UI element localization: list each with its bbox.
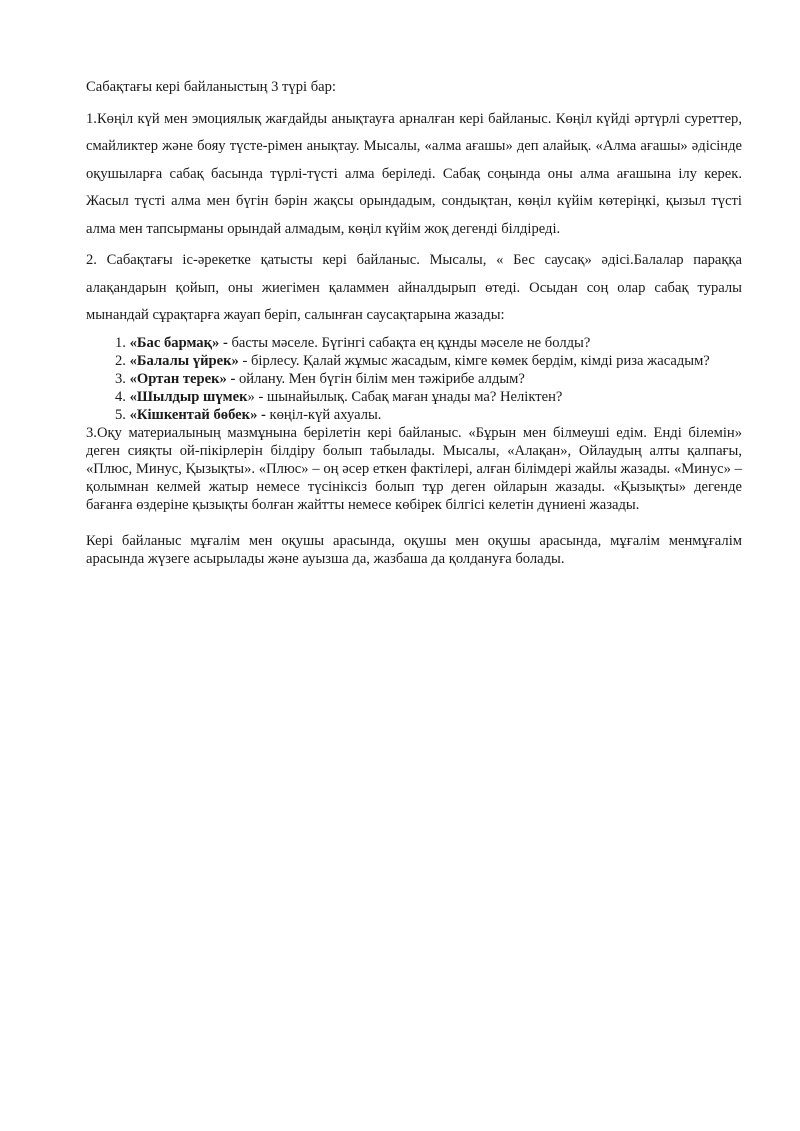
- list-item-term: «Шылдыр шүмек: [125, 388, 248, 405]
- list-item: [115, 388, 742, 406]
- five-fingers-list: [86, 334, 742, 424]
- list-item: [115, 334, 742, 352]
- list-item-description: көңіл-күй ахуалы.: [265, 406, 382, 423]
- paragraph-content-feedback: 3.Оқу материалының мазмұнына берілетін кері байланыс. «Бұрын мен білмеуші едім. Енді білемін» деген сияқты ой-пікірлерін білдіру болып табылады. Мысалы, «Алақан», Ойлаудың алты қалпағы, «Плюс, Минус, Қызықты». «Плюс» – оң әсер еткен фактілері, алған білімдері жайлы жазады. «Минус» – қолымнан келмей жатыр немесе түсініксіз болып тұр деген ойларын жазады. «Қызықты» дегенде бағанға өздеріне қызықты болған жайтты немесе көбірек білгісі келетін дүниені жазады.: [86, 424, 742, 513]
- document-page: [86, 74, 742, 568]
- document-title: Сабақтағы кері байланыстың 3 түрі бар:: [86, 79, 336, 95]
- list-item: [115, 406, 742, 424]
- list-item-description: басты мәселе. Бүгінгі сабақта ең құнды мәселе не болды?: [227, 334, 591, 351]
- list-item-number: 4.: [115, 388, 126, 405]
- list-item-description: ойлану. Мен бүгін білім мен тәжірибе алдым?: [235, 370, 525, 387]
- paragraph-summary: Кері байланыс мұғалім мен оқушы арасында, оқушы мен оқушы арасында, мұғалім менмұғалім арасында жүзеге асырылады және ауызша да, жазбаша да қолдануға болады.: [86, 532, 742, 567]
- list-item-term: «Кішкентай бөбек» -: [125, 406, 266, 423]
- paragraph-activity-feedback: 2. Сабақтағы іс-әрекетке қатысты кері байланыс. Мысалы, « Бес саусақ» әдісі.Балалар параққа алақандарын қойып, оны жиегімен қаламмен айналдырып өтеді. Осыдан соң олар сабақ туралы мынандай сұрақтарға жауап беріп, салынған саусақтарына жазады:: [86, 252, 742, 323]
- list-item-number: 5.: [115, 406, 126, 423]
- list-item-term: «Бас бармақ» -: [125, 334, 228, 351]
- list-item: [115, 352, 742, 370]
- list-item-number: 2.: [115, 352, 126, 369]
- list-item-number: 1.: [115, 334, 126, 351]
- list-item-description: - бірлесу. Қалай жұмыс жасадым, кімге көмек бердім, кімді риза жасадым?: [238, 352, 710, 369]
- list-item-description: » - шынайылық. Сабақ маған ұнады ма? Неліктен?: [247, 388, 563, 405]
- list-item-term: «Балалы үйрек»: [125, 352, 239, 369]
- list-item-term: «Ортан терек» -: [125, 370, 236, 387]
- paragraph-emotional-feedback: 1.Көңіл күй мен эмоциялық жағдайды анықтауға арналған кері байланыс. Көңіл күйді әртүрлі суреттер, смайликтер және бояу түсте-рімен анықтау. Мысалы, «алма ағашы» деп алайық. «Алма ағашы» әдісінде оқушыларға сабақ басында түрлі-түсті алма беріледі. Сабақ соңында оны алма ағашына ілу керек. Жасыл түсті алма мен бүгін бәрін жақсы орындадым, сондықтан, көңіл күйім көтеріңкі, қызыл түсті алма мен тапсырманы орындай алмадым, көңіл күйім жоқ дегенді білдіреді.: [86, 110, 742, 237]
- list-item-number: 3.: [115, 370, 126, 387]
- paragraph-spacer: [86, 514, 742, 532]
- list-item: [115, 370, 742, 388]
